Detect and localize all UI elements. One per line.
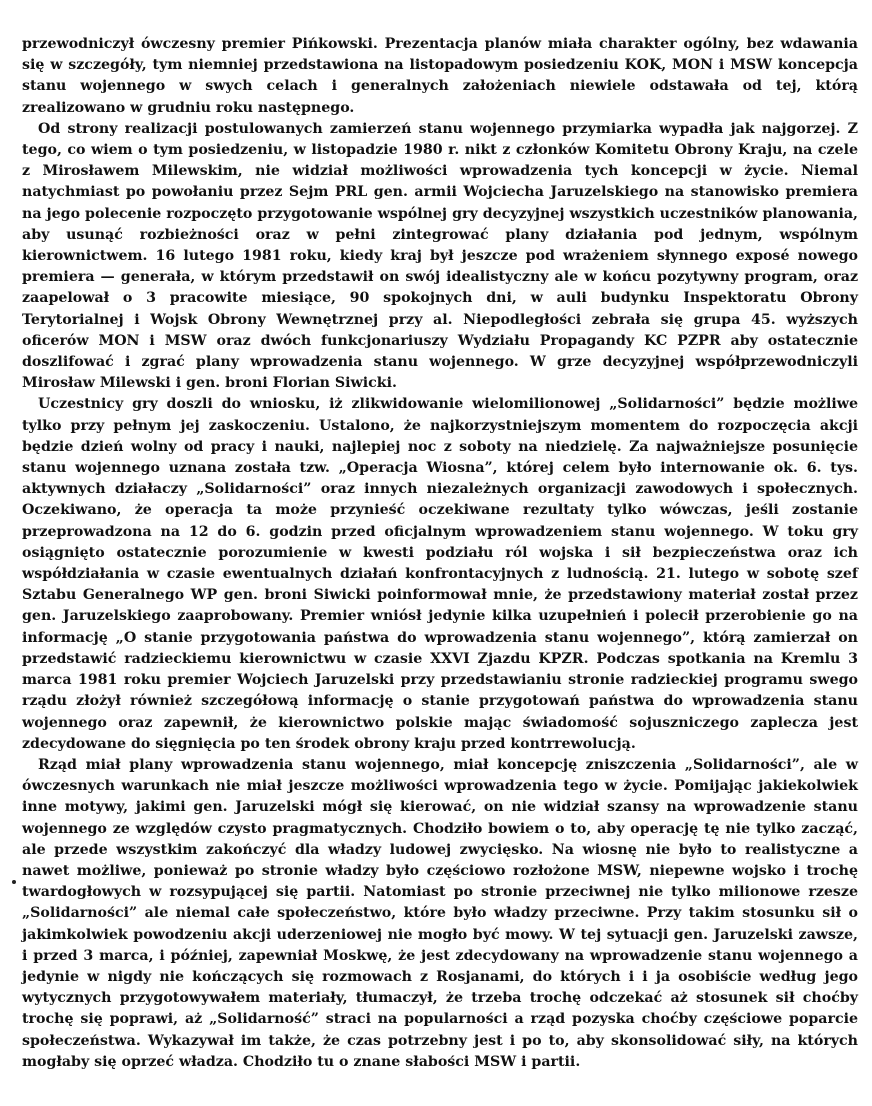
paragraph-2: Od strony realizacji postulowanych zamierzeń stanu wojennego przymiarka wypadła jak najgorzej. Z tego, co wiem o tym posiedzeniu, w listopadzie 1980 r. nikt z członków Komitetu Obrony Kraju, na czele z Mirosławem Milewskim, nie widział możliwości wprowadzenia tych koncepcji w życie. Niemal natychmiast po powołaniu przez Sejm PRL gen. armii Wojciecha Jaruzelskiego na stanowisko premiera na jego polecenie rozpoczęto przygotowanie wspólnej gry decyzyjnej wszystkich uczestników planowania, aby usunąć rozbieżności oraz w pełni zintegrować plany działania pod jednym, wspólnym kierownictwem. 16 lutego 1981 roku, kiedy kraj był jeszcze pod wrażeniem słynnego exposé nowego premiera — generała, w którym przedstawił on swój idealistyczny ale w końcu pozytywny program, oraz zaapelował o 3 pracowite miesiące, 90 spokojnych dni, w auli budynku Inspektoratu Obrony Terytorialnej i Wojsk Obrony Wewnętrznej przy al. Niepodległości zebrała się grupa 45. wyższych oficerów MON i MSW oraz dwóch funkcjonariuszy Wydziału Propagandy KC PZPR aby ostatecznie doszlifować i zgrać plany wprowadzenia stanu wojennego. W grze decyzyjnej współprzewodniczyli Mirosław Milewski i gen. broni Florian Siwicki. (22, 120, 858, 392)
paragraph-3: Uczestnicy gry doszli do wniosku, iż zlikwidowanie wielomilionowej „Solidarności” będzie możliwe tylko przy pełnym jej zaskoczeniu. Ustalono, że najkorzystniejszym momentem do rozpoczęcia akcji będzie dzień wolny od pracy i nauki, najlepiej noc z soboty na niedzielę. Za najważniejsze posunięcie stanu wojennego uznana została tzw. „Operacja Wiosna”, której celem było internowanie ok. 6. tys. aktywnych działaczy „Solidarności” oraz innych niezależnych organizacji zawodowych i społecznych. Oczekiwano, że operacja ta może przynieść oczekiwane rezultaty tylko wówczas, jeśli zostanie przeprowadzona na 12 do 6. godzin przed oficjalnym wprowadzeniem stanu wojennego. W toku gry osiągnięto ostatecznie porozumienie w kwesti podziału ról wojska i sił bezpieczeństwa oraz ich współdziałania w czasie ewentualnych działań konfrontacyjnych z ludnością. 21. lutego w sobotę szef Sztabu Generalnego WP gen. broni Siwicki poinformował mnie, że przedstawiony materiał został przez gen. Jaruzelskiego zaaprobowany. Premier wniósł jedynie kilka uzupełnień i polecił przerobienie go na informację „O stanie przygotowania państwa do wprowadzenia stanu wojennego”, którą zamierzał on przedstawić radzieckiemu kierownictwu w czasie XXVI Zjazdu KPZR. Podczas spotkania na Kremlu 3 marca 1981 roku premier Wojciech Jaruzelski przy przedstawianiu stronie radzieckiej programu swego rządu złożył również szczegółową informację o stanie przygotowań państwa do wprowadzenia stanu wojennego oraz zapewnił, że kierownictwo polskie mając świadomość sojuszniczego zaplecza jest zdecydowane do sięgnięcia po ten środek obrony kraju przed kontrrewolucją. (22, 396, 858, 752)
paragraph-4: Rząd miał plany wprowadzenia stanu wojennego, miał koncepcję zniszczenia „Solidarności”, ale w ówczesnych warunkach nie miał jeszcze możliwości wprowadzenia tego w życie. Pomijając jakiekolwiek inne motywy, jakimi gen. Jaruzelski mógł się kierować, on nie widział szansy na wprowadzenie stanu wojennego ze względów czysto pragmatycznych. Chodziło bowiem o to, aby operację tę nie tylko zacząć, ale przede wszystkim zakończyć dla władzy ludowej zwycięsko. Na wiosnę nie było to realistyczne a nawet możliwe, ponieważ po stronie władzy było częściowo rozłożone MSW, niepewne wojsko i trochę twardogłowych w rozsypującej się partii. Natomiast po stronie przeciwnej nie tylko milionowe rzesze „Solidarności” ale niemal całe społeczeństwo, które było władzy przeciwne. Przy takim stosunku sił o jakimkolwiek powodzeniu akcji uderzeniowej nie mogło być mowy. W tej sytuacji gen. Jaruzelski zawsze, i przed 3 marca, i później, zapewniał Moskwę, że jest zdecydowany na wprowadzenie stanu wojennego a jedynie w nigdy nie kończących się rozmowach z Rosjanami, do których i i ja osobiście według jego wytycznych przygotowywałem materiały, tłumaczył, że trzeba trochę odczekać aż stosunek sił choćby trochę się poprawi, aż „Solidarność” straci na popularności a rząd pozyska choćby częściowe poparcie społeczeństwa. Wykazywał im także, że czas potrzebny jest i po to, aby skonsolidować siły, na których mogłaby się oprzeć władza. Chodziło tu o znane słabości MSW i partii. (22, 756, 858, 1070)
margin-dot (12, 880, 16, 884)
paragraph-1: przewodniczył ówczesny premier Pińkowski. Prezentacja planów miała charakter ogólny, bez wdawania się w szczegóły, tym niemniej przedstawiona na listopadowym posiedzeniu KOK, MON i MSW koncepcja stanu wojennego w swych celach i generalnych założeniach niewiele odstawała od tej, którą zrealizowano w grudniu roku następnego. (22, 36, 858, 116)
document-page (22, 34, 858, 1073)
